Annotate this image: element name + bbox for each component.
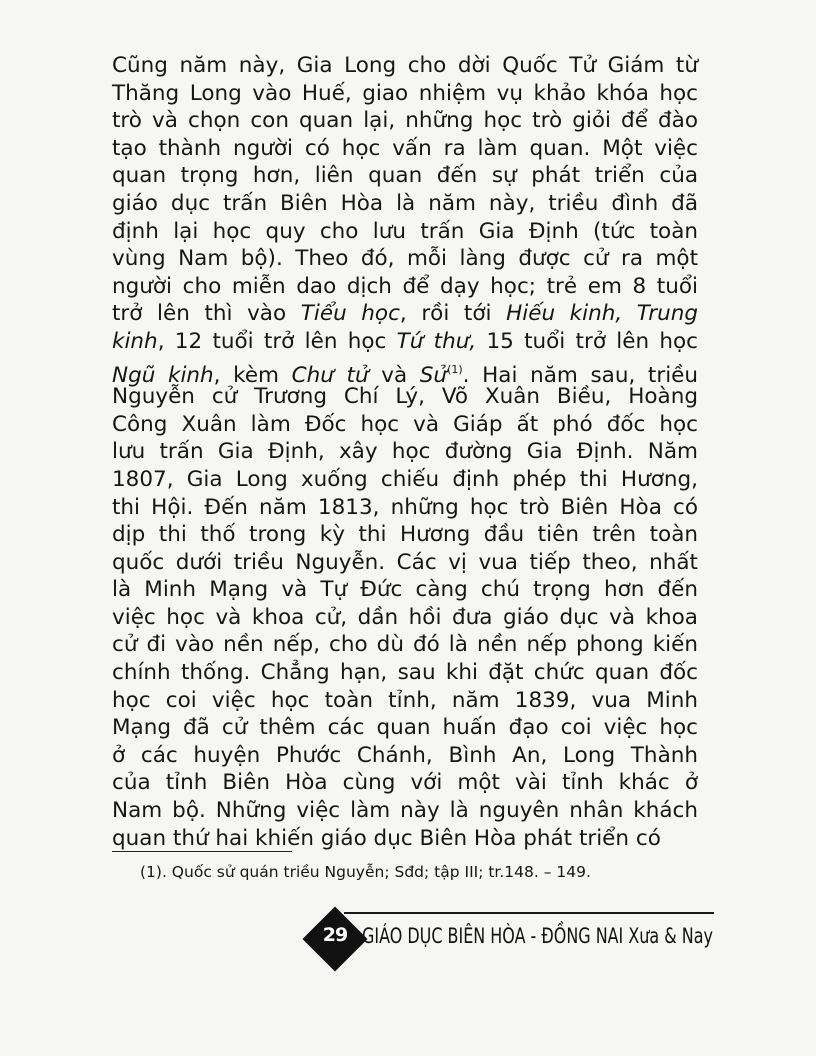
text-line — [112, 107, 698, 135]
text-line — [112, 245, 698, 273]
line-text: quốc dưới triều Nguyễn. Các vị vua tiếp theo, nhất — [112, 549, 698, 575]
line-text: tạo thành người có học vấn ra làm quan. Một việc — [112, 135, 698, 161]
text-run: , kèm — [213, 362, 292, 388]
footer-rule — [344, 912, 714, 914]
line-text — [112, 328, 698, 356]
line-text: quan thứ hai khiến giáo dục Biên Hòa phát triển có — [112, 825, 661, 851]
text-line — [112, 521, 698, 549]
footnote-ref: (1) — [447, 362, 463, 376]
line-text: cử đi vào nền nếp, cho dù đó là nền nếp phong kiến — [112, 632, 698, 658]
italic-title: Tiểu học — [300, 301, 400, 327]
text-line — [112, 466, 698, 494]
text-line — [112, 411, 698, 439]
line-text — [112, 300, 698, 328]
line-text: giáo dục trấn Biên Hòa là năm này, triều đình đã — [112, 190, 698, 216]
text-line — [112, 162, 698, 190]
text-line — [112, 328, 698, 356]
text-run: 15 tuổi trở lên học — [476, 328, 698, 354]
line-text: của tỉnh Biên Hòa cùng với một vài tỉnh khác ở — [112, 770, 698, 796]
line-text: định lại học quy cho lưu trấn Gia Định (tức toàn — [112, 218, 698, 244]
line-text: lưu trấn Gia Định, xây học đường Gia Định. Năm — [112, 439, 698, 465]
line-text: ở các huyện Phước Chánh, Bình An, Long Thành — [112, 742, 698, 768]
italic-title: Hiếu kinh, Trung — [506, 301, 698, 327]
page-number: 29 — [322, 924, 348, 946]
italic-title: Tứ thư, — [396, 328, 477, 354]
line-text: chính thống. Chẳng hạn, sau khi đặt chức quan đốc — [112, 660, 698, 686]
line-text — [112, 356, 699, 388]
text-line — [112, 438, 698, 466]
text-line — [112, 714, 698, 742]
text-line — [112, 135, 698, 163]
line-text: là Minh Mạng và Tự Đức càng chú trọng hơn đến — [112, 577, 698, 603]
page-footer — [308, 912, 718, 972]
footnote-divider — [112, 851, 292, 852]
text-line — [112, 52, 698, 80]
text-line — [112, 742, 698, 770]
text-line — [112, 687, 698, 715]
text-line — [112, 659, 698, 687]
italic-title: Chư tử — [291, 362, 369, 388]
line-text: người cho miễn dao dịch để dạy học; trẻ em 8 tuổi — [112, 273, 698, 299]
text-line — [112, 218, 698, 246]
footnote: (1). Quốc sử quán triều Nguyễn; Sđd; tập III; tr.148. – 149. — [140, 863, 591, 881]
line-text: Nam bộ. Những việc làm này là nguyên nhân khách — [112, 798, 698, 824]
line-text: 1807, Gia Long xuống chiếu định phép thi Hương, — [112, 466, 698, 492]
line-text: thi Hội. Đến năm 1813, những học trò Biên Hòa có — [112, 494, 698, 520]
italic-title: kinh — [112, 328, 158, 354]
text-line — [112, 604, 698, 632]
text-line — [112, 190, 698, 218]
text-run: và — [368, 362, 420, 388]
line-text: quan trọng hơn, liên quan đến sự phát triển của — [112, 163, 698, 189]
text-line — [112, 356, 699, 388]
text-run: , 12 tuổi trở lên học — [157, 328, 397, 354]
body-text — [112, 52, 698, 852]
line-text: Nguyễn cử Trương Chí Lý, Võ Xuân Biều, Hoàng — [112, 384, 698, 410]
text-line — [112, 631, 698, 659]
line-text: trò và chọn con quan lại, những học trò giỏi để đào — [112, 108, 698, 134]
text-line — [112, 383, 698, 411]
running-title: GIÁO DỤC BIÊN HÒA - ĐỒNG NAI Xưa & Nay — [362, 924, 713, 948]
text-line — [112, 300, 698, 328]
text-run: trở lên thì vào — [112, 301, 301, 327]
text-line — [112, 549, 698, 577]
italic-title: Ngũ kinh — [112, 362, 214, 388]
line-text: việc học và khoa cử, dần hồi đưa giáo dục và khoa — [112, 604, 698, 630]
text-run: , rồi tới — [399, 301, 507, 327]
text-line — [112, 273, 698, 301]
line-text: vùng Nam bộ). Theo đó, mỗi làng được cử ra một — [112, 246, 698, 272]
line-text: Công Xuân làm Đốc học và Giáp ất phó đốc học — [112, 411, 698, 437]
line-text: dịp thi thố trong kỳ thi Hương đầu tiên trên toàn — [112, 522, 698, 548]
text-line — [112, 80, 698, 108]
text-run: . Hai năm sau, triều — [462, 362, 699, 388]
text-line — [112, 576, 698, 604]
text-line — [112, 494, 698, 522]
text-line — [112, 769, 698, 797]
line-text: Cũng năm này, Gia Long cho dời Quốc Tử Giám từ — [112, 53, 698, 78]
text-line — [112, 797, 698, 825]
italic-title: Sử — [419, 362, 448, 388]
line-text: Mạng đã cử thêm các quan huấn đạo coi việc học — [112, 715, 698, 741]
line-text: Thăng Long vào Huế, giao nhiệm vụ khảo khóa học — [112, 80, 698, 106]
line-text: học coi việc học toàn tỉnh, năm 1839, vua Minh — [112, 687, 698, 713]
text-line — [112, 825, 698, 853]
